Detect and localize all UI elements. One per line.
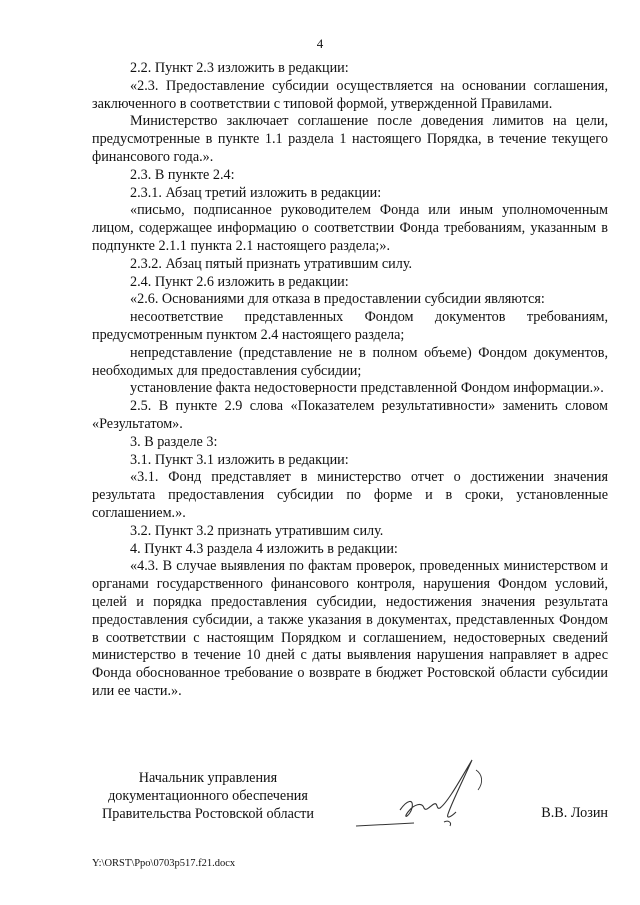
file-path: Y:\ORST\Ppo\0703p517.f21.docx: [92, 858, 236, 869]
paragraph-13: 2.5. В пункте 2.9 слова «Показателем результативности» заменить словом «Результатом».: [92, 398, 608, 432]
paragraph-7: 2.3.2. Абзац пятый признать утратившим силу.: [130, 255, 413, 272]
paragraph-4: 2.3. В пункте 2.4:: [130, 166, 235, 183]
paragraph-10: несоответствие представленных Фондом документов требованиям, предусмотренным пунктом 2.4 настоящего раздела;: [92, 309, 608, 343]
document-body: [92, 60, 608, 701]
position-line-2: документационного обеспечения: [108, 787, 308, 804]
page-number: 4: [316, 36, 324, 51]
paragraph-12: установление факта недостоверности представленной Фондом информации.».: [130, 380, 604, 397]
paragraph-1: 2.2. Пункт 2.3 изложить в редакции:: [130, 60, 349, 76]
paragraph-6: «письмо, подписанное руководителем Фонда или иным уполномоченным лицом, содержащее информацию о соответствии Фонда требованиям, указанным в подпункте 2.1.1 пункта 2.1 настоящего раздела;».: [92, 202, 608, 254]
paragraph-19: «4.3. В случае выявления по фактам проверок, проведенных министерством и органами государственного финансового контроля, нарушения Фондом условий, целей и порядка предоставления субсидии, недостижения значения результата предоставления субсидии, а также указания в документах, представленных Фондом в соответствии с настоящим Порядком и соглашением, недостоверных сведений министерство в течение 10 дней с даты выявления нарушения направляет в адрес Фонда обоснованное требование о возврате в бюджет Ростовской области субсидии или ее части.».: [92, 558, 608, 699]
signatory-name: В.В. Лозин: [541, 805, 608, 821]
paragraph-8: 2.4. Пункт 2.6 изложить в редакции:: [130, 273, 349, 290]
handwritten-signature-icon: [352, 750, 502, 840]
paragraph-11: непредставление (представление не в полном объеме) Фондом документов, необходимых для предоставления субсидии;: [92, 344, 608, 379]
signature-block: [92, 770, 608, 830]
position-line-3: Правительства Ростовской области: [102, 805, 314, 822]
paragraph-18: 4. Пункт 4.3 раздела 4 изложить в редакции:: [130, 540, 398, 557]
paragraph-16: «3.1. Фонд представляет в министерство отчет о достижении значения результата предоставления субсидии по форме и в сроки, установленные соглашением.».: [92, 469, 608, 521]
paragraph-14: 3. В разделе 3:: [130, 433, 218, 450]
paragraph-5: 2.3.1. Абзац третий изложить в редакции:: [130, 184, 382, 201]
position-line-1: Начальник управления: [138, 770, 278, 786]
paragraph-15: 3.1. Пункт 3.1 изложить в редакции:: [130, 451, 349, 468]
paragraph-2: «2.3. Предоставление субсидии осуществляется на основании соглашения, заключенного в соответствии с типовой формой, утвержденной Правилами.: [92, 77, 608, 112]
paragraph-9: «2.6. Основаниями для отказа в предоставлении субсидии являются:: [130, 291, 545, 308]
signatory-position: [92, 770, 324, 823]
paragraph-3: Министерство заключает соглашение после доведения лимитов на цели, предусмотренные в пункте 1.1 раздела 1 настоящего Порядка, в течение текущего финансового года.».: [92, 113, 608, 165]
paragraph-17: 3.2. Пункт 3.2 признать утратившим силу.: [130, 522, 384, 539]
